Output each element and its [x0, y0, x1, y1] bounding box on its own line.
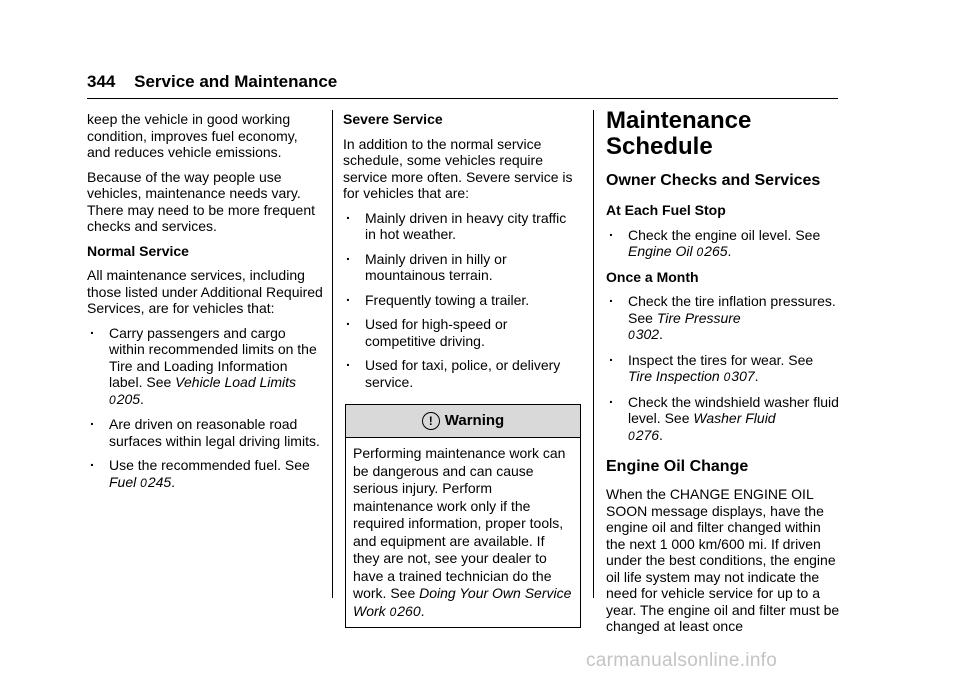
page-ref[interactable]: 245	[147, 473, 172, 490]
list-item: . Mainly driven in hilly or mountainous terrain.	[343, 251, 581, 284]
page-ref[interactable]: 260	[397, 602, 421, 619]
page-header	[87, 72, 337, 92]
paragraph: All maintenance services, including those listed under Additional Required Services, are for vehicles that:	[87, 267, 323, 316]
fuel-stop-list	[606, 227, 840, 261]
link-washer-fluid[interactable]: Washer Fluid	[693, 410, 776, 426]
list-item: . Check the windshield washer fluid level. See Washer Fluid 0276.	[606, 394, 840, 445]
page-title: Maintenance Schedule	[606, 107, 752, 160]
page-number: 344	[87, 72, 116, 91]
list-item: . Mainly driven in heavy city traffic in hot weather.	[343, 210, 581, 243]
paragraph: keep the vehicle in good working condition, improves fuel economy, and reduces vehicle emissions.	[87, 111, 298, 160]
warning-box	[345, 404, 581, 628]
page-ref[interactable]: 307	[731, 368, 755, 384]
column-divider-2	[593, 110, 594, 598]
page-ref[interactable]: 265	[704, 243, 728, 259]
paragraph: When the CHANGE ENGINE OIL SOON message displays, have the engine oil and filter changed within the next 1 000 km/600 mi. If driven under the best conditions, the engine oil life system may not indicate the need for vehicle service for up to a year. The engine oil and filter must be changed at least once	[606, 486, 840, 634]
page-ref-icon: 0	[723, 370, 731, 384]
page-ref-icon: 0	[389, 604, 397, 619]
paragraph: Because of the way people use vehicles, maintenance needs vary. There may need to be more frequent checks and services.	[87, 168, 316, 234]
list-item: . Carry passengers and cargo within recommended limits on the Tire and Loading Information label. See Vehicle Load Limits 0205.	[87, 325, 323, 409]
section-heading-owner-checks: Owner Checks and Services	[606, 172, 821, 189]
link-fuel[interactable]: Fuel	[109, 473, 137, 490]
warning-icon: !	[422, 412, 440, 430]
page-ref-icon: 0	[628, 428, 635, 443]
list-item: . Check the tire inflation pressures. See Tire Pressure 0302.	[606, 293, 840, 344]
subheading-fuel-stop: At Each Fuel Stop	[606, 202, 726, 218]
warning-body: Performing maintenance work can be dangerous and can cause serious injury. Perform maintenance work only if the required information, proper tools, and equipment are available. If they are not, see your dealer to have a trained technician do the work. See Doing Your Own Service Work 0260.	[353, 445, 572, 619]
monthly-list	[606, 293, 840, 444]
warning-header	[346, 405, 580, 438]
list-item: . Are driven on reasonable road surfaces within legal driving limits.	[87, 416, 323, 449]
link-engine-oil[interactable]: Engine Oil	[628, 243, 693, 259]
section-heading-engine-oil-change: Engine Oil Change	[606, 458, 749, 475]
link-tire-inspection[interactable]: Tire Inspection	[628, 368, 720, 384]
list-item: . Use the recommended fuel. See Fuel 0245.	[87, 457, 323, 491]
list-item: . Used for taxi, police, or delivery service.	[343, 357, 581, 390]
link-doing-your-own-service-work[interactable]: Doing Your Own Service Work	[353, 585, 572, 619]
page-ref-icon: 0	[109, 392, 116, 407]
list-item: . Inspect the tires for wear. See Tire Inspection 0307.	[606, 352, 840, 386]
page-ref[interactable]: 302	[635, 326, 660, 342]
column-divider-1	[332, 110, 333, 598]
normal-service-list	[87, 325, 323, 492]
section-title: Service and Maintenance	[134, 72, 338, 91]
subheading-severe-service: Severe Service	[343, 111, 443, 127]
link-vehicle-load-limits[interactable]: Vehicle Load Limits	[175, 374, 297, 390]
severe-service-list	[343, 210, 581, 391]
column-1	[87, 111, 323, 499]
page-ref-icon: 0	[696, 245, 704, 259]
subheading-once-a-month: Once a Month	[606, 268, 699, 285]
watermark: carmanualsonline.info	[586, 650, 778, 671]
page-ref-icon: 0	[628, 328, 635, 342]
list-item: . Frequently towing a trailer.	[343, 292, 581, 309]
subheading-normal-service: Normal Service	[87, 242, 189, 259]
column-3	[606, 108, 840, 643]
header-rule	[87, 98, 838, 99]
list-item: . Used for high-speed or competitive driving.	[343, 316, 581, 349]
page-ref[interactable]: 276	[635, 426, 660, 443]
column-2	[343, 111, 581, 628]
link-tire-pressure[interactable]: Tire Pressure	[656, 309, 741, 326]
list-item: . Check the engine oil level. See Engine Oil 0265.	[606, 227, 840, 261]
page-ref[interactable]: 205	[116, 390, 141, 407]
page-ref-icon: 0	[140, 475, 147, 490]
warning-title: Warning	[444, 411, 505, 429]
paragraph: In addition to the normal service schedule, some vehicles require service more often. Severe service is for vehicles that are:	[343, 135, 573, 201]
